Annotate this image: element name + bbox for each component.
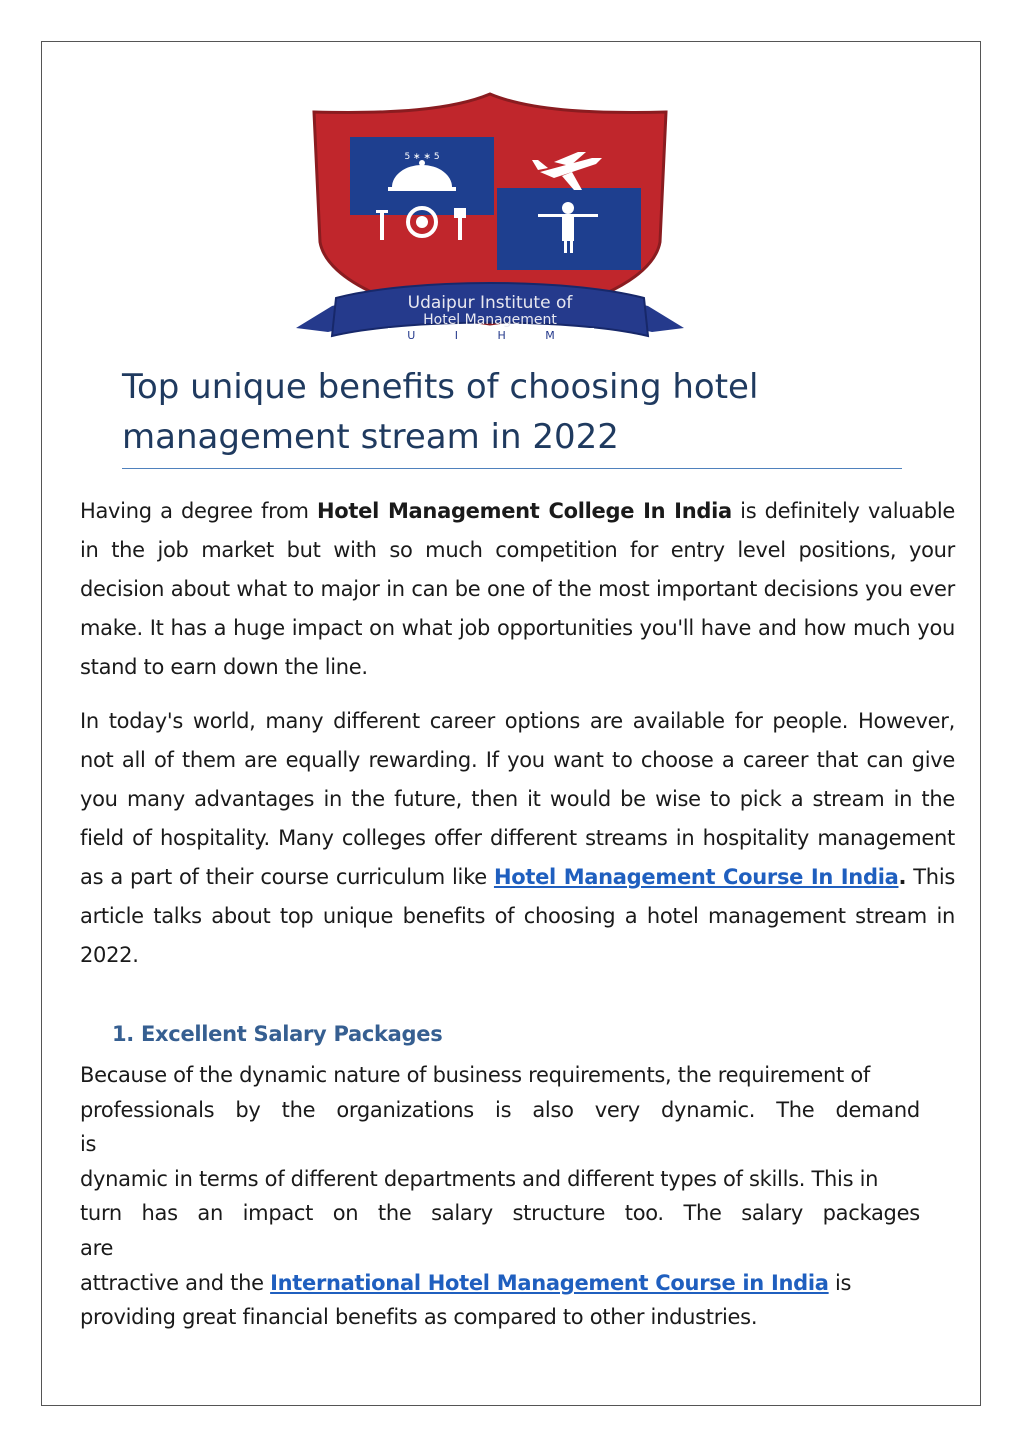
hotel-management-course-link[interactable]: Hotel Management Course In India	[493, 865, 899, 889]
word: demand	[835, 1097, 920, 1122]
section-heading-salary: 1. Excellent Salary Packages	[112, 1022, 443, 1046]
intro-paragraph	[80, 492, 955, 687]
uihm-logo	[292, 92, 688, 344]
salary-line-7	[80, 1266, 950, 1301]
word: too.	[624, 1201, 664, 1226]
logo-line1: Udaipur Institute of	[407, 293, 573, 313]
salary-section-text	[80, 1058, 950, 1335]
word: professionals	[80, 1097, 215, 1122]
word: very	[594, 1097, 640, 1122]
word: by	[235, 1097, 261, 1122]
page-title	[122, 362, 902, 469]
salary-line-3: is	[80, 1132, 97, 1157]
salary-line-7-end: is	[828, 1270, 852, 1295]
title-line-1: Top unique benefits of choosing hotel	[122, 367, 759, 407]
title-line-2: management stream in 2022	[122, 417, 619, 457]
intro-text-end: is definitely valuable in the job market but with so much competition for entry level positions, your decision about what to major in can be one of the most important decisions you ever make. It has a huge impact on what job opportunities you'll have and how much you stand to earn down the line.	[80, 499, 955, 679]
word: the	[377, 1201, 412, 1226]
word: an	[197, 1201, 223, 1226]
word: salary	[741, 1201, 804, 1226]
salary-line-6: are	[80, 1235, 114, 1260]
word: the	[281, 1097, 316, 1122]
salary-line-5	[80, 1196, 920, 1231]
salary-line-7-start: attractive and the	[80, 1270, 271, 1295]
word: has	[141, 1201, 178, 1226]
salary-line-1: Because of the dynamic nature of business requirements, the requirement of	[80, 1063, 871, 1087]
plate-text: 5 ∗ ∗ 5	[404, 152, 440, 162]
career-paragraph	[80, 702, 955, 975]
international-course-link[interactable]: International Hotel Management Course in India	[270, 1270, 829, 1295]
logo-line2: Hotel Management	[423, 312, 557, 328]
word: turn	[80, 1201, 122, 1226]
word: on	[332, 1201, 359, 1226]
logo-initials: U I H M	[407, 329, 573, 342]
word: organizations	[336, 1097, 474, 1122]
word: The	[776, 1097, 815, 1122]
college-name-bold: Hotel Management College In India	[317, 499, 732, 523]
career-text-start: In today's world, many different career options are available for people. However, not all of them are equally rewarding. If you want to choose a career that can give you many advantages in the future, then it would be wise to pick a stream in the field of hospitality. Many colleges offer different streams in hospitality management as a part of their course curriculum like	[80, 709, 955, 889]
salary-line-8: providing great financial benefits as compared to other industries.	[80, 1305, 758, 1330]
word: The	[683, 1201, 722, 1226]
word: dynamic.	[661, 1097, 756, 1122]
intro-text-start: Having a degree from	[80, 499, 318, 523]
word: structure	[512, 1201, 606, 1226]
salary-line-4: dynamic in terms of different departments and different types of skills. This in	[80, 1166, 879, 1191]
word: also	[532, 1097, 574, 1122]
word: is	[495, 1097, 512, 1122]
salary-line-2	[80, 1093, 920, 1128]
word: packages	[822, 1201, 920, 1226]
link-period: .	[898, 865, 907, 889]
word: salary	[431, 1201, 493, 1226]
career-text-end: This article talks about top unique benefits of choosing a hotel management stream in 2022.	[80, 865, 955, 967]
word: impact	[242, 1201, 314, 1226]
